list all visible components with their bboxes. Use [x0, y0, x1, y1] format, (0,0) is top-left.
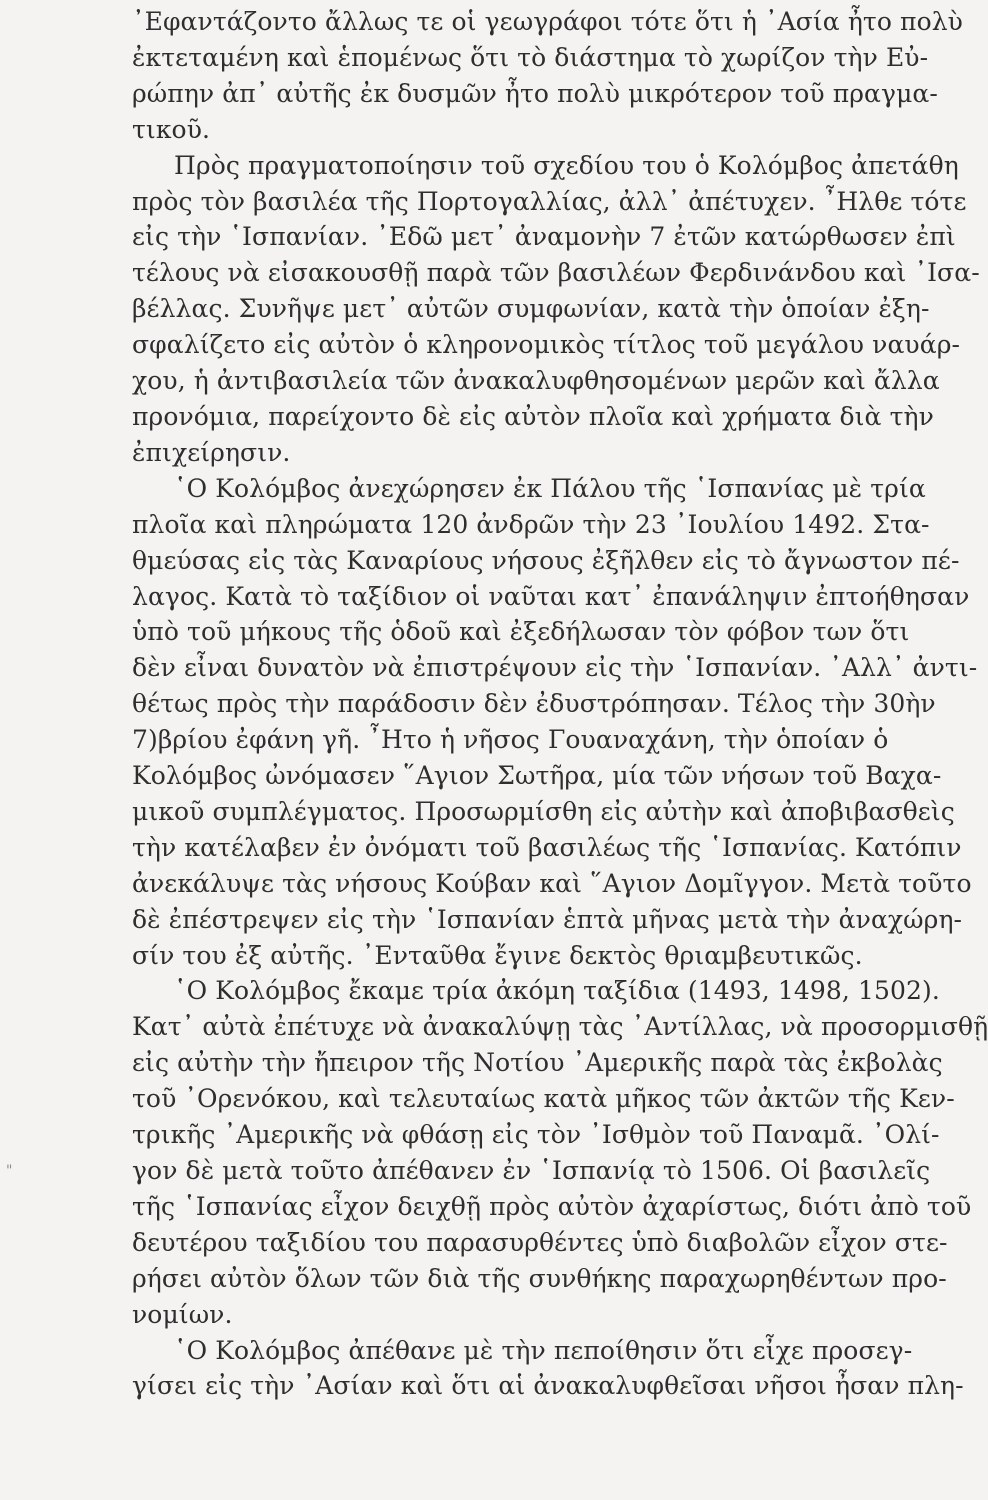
- text-line: Κολόμβος ὠνόμασεν ῞Αγιον Σωτῆρα, μία τῶν νήσων τοῦ Βαχα-: [132, 761, 942, 791]
- text-line: λαγος. Κατὰ τὸ ταξίδιον οἱ ναῦται κατ᾿ ἐπανάληψιν ἐπτοήθησαν: [132, 581, 970, 611]
- text-line: τέλους νὰ εἰσακουσθῇ παρὰ τῶν βασιλέων Φερδινάνδου καὶ ᾿Ισα-: [132, 258, 980, 288]
- page-text: [132, 4, 988, 1404]
- text-line: Κατ᾿ αὐτὰ ἐπέτυχε νὰ ἀνακαλύψῃ τὰς ᾿Αντίλλας, νὰ προσορμισθῇ: [132, 1012, 988, 1042]
- text-line: ρήσει αὐτὸν ὅλων τῶν διὰ τῆς συνθήκης παραχωρηθέντων προ-: [132, 1263, 947, 1293]
- text-line: χου, ἡ ἀντιβασιλεία τῶν ἀνακαλυφθησομένων μερῶν καὶ ἄλλα: [132, 366, 940, 396]
- text-line: ἀνεκάλυψε τὰς νήσους Κούβαν καὶ ῞Αγιον Δομῖγγον. Μετὰ τοῦτο: [132, 868, 972, 898]
- paragraph-p5: [132, 1333, 964, 1405]
- paragraph-p3: [132, 471, 978, 974]
- text-line: τοῦ ᾿Ορενόκου, καὶ τελευταίως κατὰ μῆκος τῶν ἀκτῶν τῆς Κεν-: [132, 1084, 955, 1114]
- text-line: θμεύσας εἰς τὰς Καναρίους νήσους ἐξῆλθεν εἰς τὸ ἄγνωστον πέ-: [132, 545, 960, 575]
- text-line: τῆς ῾Ισπανίας εἶχον δειχθῇ πρὸς αὐτὸν ἀχαρίστως, διότι ἀπὸ τοῦ: [132, 1191, 972, 1221]
- text-line: 7)βρίου ἐφάνη γῆ. ῏Ητο ἡ νῆσος Γουαναχάνη, τὴν ὁποίαν ὁ: [132, 725, 889, 755]
- text-line: ῾Ο Κολόμβος ἀπέθανε μὲ τὴν πεποίθησιν ὅτι εἶχε προσεγ-: [174, 1335, 913, 1365]
- text-line: προνόμια, παρείχοντο δὲ εἰς αὐτὸν πλοῖα καὶ χρήματα διὰ τὴν: [132, 401, 934, 431]
- text-line: τικοῦ.: [132, 114, 211, 144]
- text-line: μικοῦ συμπλέγματος. Προσωρμίσθη εἰς αὐτὴν καὶ ἀποβιβασθεὶς: [132, 796, 955, 826]
- text-line: πρὸς τὸν βασιλέα τῆς Πορτογαλλίας, ἀλλ᾿ ἀπέτυχεν. ῏Ηλθε τότε: [132, 186, 967, 216]
- paragraph-p4: [132, 973, 988, 1332]
- text-line: πλοῖα καὶ πληρώματα 120 ἀνδρῶν τὴν 23 ᾿Ιουλίου 1492. Στα-: [132, 509, 930, 539]
- text-line: ρώπην ἀπ᾿ αὐτῆς ἐκ δυσμῶν ἦτο πολὺ μικρότερον τοῦ πραγμα-: [132, 78, 938, 108]
- text-line: βέλλας. Συνῆψε μετ᾿ αὐτῶν συμφωνίαν, κατὰ τὴν ὁποίαν ἐξη-: [132, 294, 930, 324]
- text-line: σφαλίζετο εἰς αὐτὸν ὁ κληρονομικὸς τίτλος τοῦ μεγάλου ναυάρ-: [132, 330, 961, 360]
- text-line: ῾Ο Κολόμβος ἀνεχώρησεν ἐκ Πάλου τῆς ῾Ισπανίας μὲ τρία: [174, 473, 926, 503]
- text-line: νομίων.: [132, 1299, 233, 1329]
- text-line: εἰς τὴν ῾Ισπανίαν. ᾿Εδῶ μετ᾿ ἀναμονὴν 7 ἐτῶν κατώρθωσεν ἐπὶ: [132, 222, 956, 252]
- text-line: εἰς αὐτὴν τὴν ἤπειρον τῆς Νοτίου ᾿Αμερικῆς παρὰ τὰς ἐκβολὰς: [132, 1048, 943, 1078]
- text-line: δὲν εἶναι δυνατὸν νὰ ἐπιστρέψουν εἰς τὴν ῾Ισπανίαν. ᾿Αλλ᾿ ἀντι-: [132, 653, 978, 683]
- text-line: ἐπιχείρησιν.: [132, 437, 291, 467]
- text-line: δὲ ἐπέστρεψεν εἰς τὴν ῾Ισπανίαν ἑπτὰ μῆνας μετὰ τὴν ἀναχώρη-: [132, 904, 963, 934]
- text-line: γον δὲ μετὰ τοῦτο ἀπέθανεν ἐν ῾Ισπανίᾳ τὸ 1506. Οἱ βασιλεῖς: [132, 1156, 931, 1185]
- text-line: τὴν κατέλαβεν ἐν ὀνόματι τοῦ βασιλέως τῆς ῾Ισπανίας. Κατόπιν: [132, 832, 962, 862]
- margin-mark: ": [6, 1163, 13, 1179]
- text-line: δευτέρου ταξιδίου του παρασυρθέντες ὑπὸ διαβολῶν εἶχον στε-: [132, 1227, 948, 1257]
- text-line: τρικῆς ᾿Αμερικῆς νὰ φθάσῃ εἰς τὸν ᾿Ισθμὸν τοῦ Παναμᾶ. ᾿Ολί-: [132, 1120, 940, 1150]
- text-line: θέτως πρὸς τὴν παράδοσιν δὲν ἐδυστρόπησαν. Τέλος τὴν 30ὴν: [132, 689, 936, 719]
- text-line: σίν του ἐξ αὐτῆς. ᾿Ενταῦθα ἔγινε δεκτὸς θριαμβευτικῶς.: [132, 940, 863, 970]
- text-line: Πρὸς πραγματοποίησιν τοῦ σχεδίου του ὁ Κολόμβος ἀπετάθη: [174, 150, 959, 180]
- text-line: γίσει εἰς τὴν ᾿Ασίαν καὶ ὅτι αἱ ἀνακαλυφθεῖσαι νῆσοι ἦσαν πλη-: [132, 1371, 964, 1401]
- paragraph-p2: [132, 148, 980, 471]
- paragraph-p1: [132, 4, 963, 148]
- text-line: ᾿Εφαντάζοντο ἄλλως τε οἱ γεωγράφοι τότε ὅτι ἡ ᾿Ασία ἦτο πολὺ: [132, 7, 963, 36]
- text-line: ῾Ο Κολόμβος ἔκαμε τρία ἀκόμη ταξίδια (1493, 1498, 1502).: [174, 976, 940, 1006]
- text-line: ἐκτεταμένη καὶ ἑπομένως ὅτι τὸ διάστημα τὸ χωρίζον τὴν Εὐ-: [132, 42, 929, 72]
- text-line: ὑπὸ τοῦ μήκους τῆς ὁδοῦ καὶ ἐξεδήλωσαν τὸν φόβον των ὅτι: [132, 617, 910, 647]
